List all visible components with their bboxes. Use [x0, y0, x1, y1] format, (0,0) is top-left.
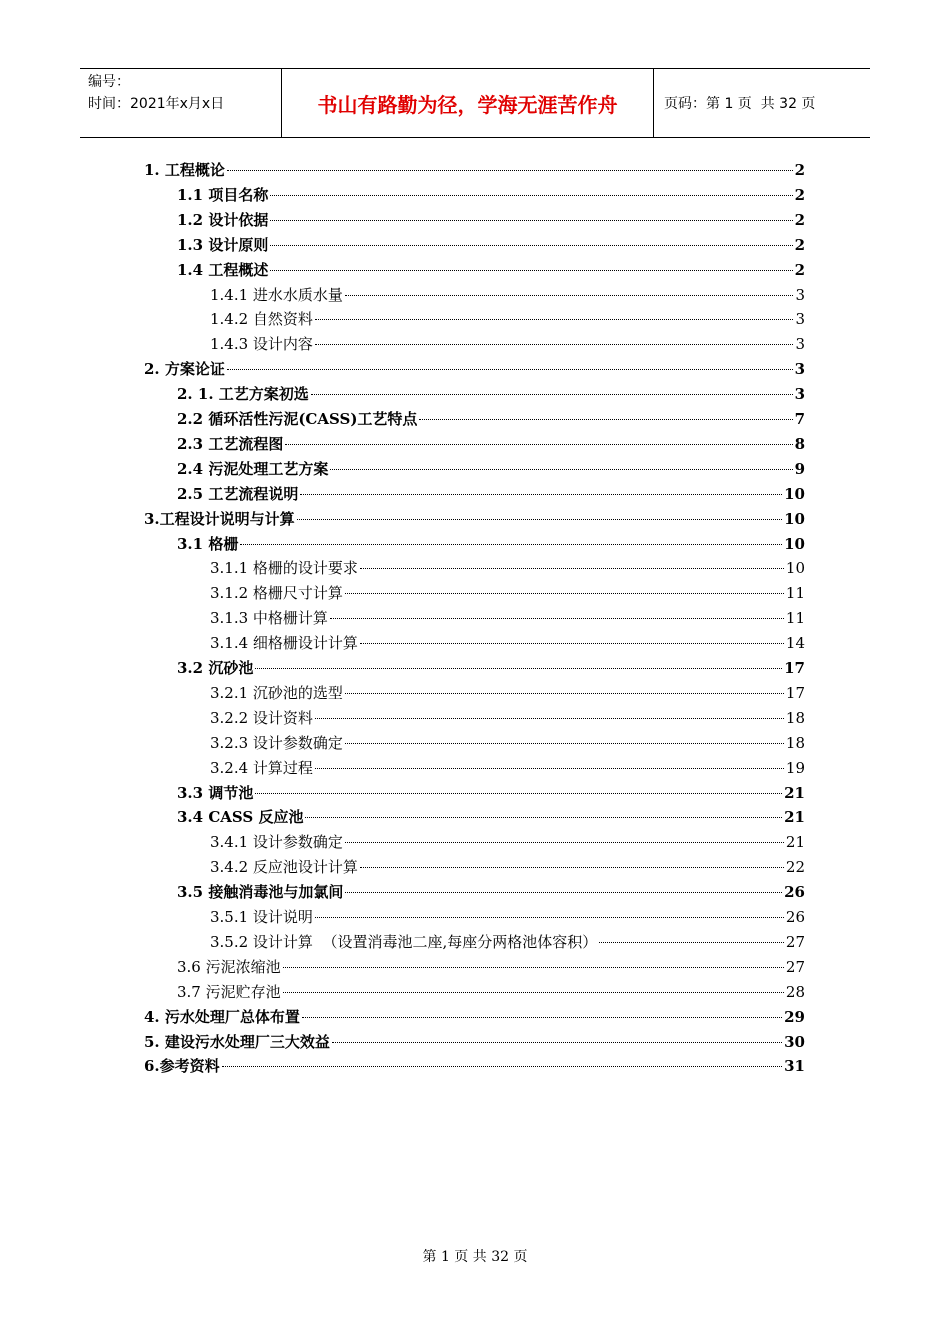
toc-entry[interactable] [210, 731, 805, 755]
toc-entry[interactable] [177, 407, 805, 431]
toc-dot-leader [330, 618, 784, 619]
toc-dot-leader [315, 718, 784, 719]
toc-dot-leader [315, 319, 794, 320]
toc-entry[interactable] [177, 880, 805, 904]
toc-entry-page: 9 [794, 459, 805, 478]
toc-dot-leader [332, 1042, 782, 1043]
toc-dot-leader [315, 768, 784, 769]
toc-entry-page: 2 [794, 185, 805, 204]
toc-entry-page: 26 [784, 883, 805, 902]
toc-entry-title: 1. 工程概论 [144, 161, 225, 179]
toc-entry-page: 8 [794, 434, 805, 453]
toc-entry-title: 3.2 沉砂池 [177, 659, 254, 677]
toc-entry-title: 3.2.4 计算过程 [210, 758, 313, 777]
toc-dot-leader [345, 593, 784, 594]
toc-dot-leader [270, 220, 792, 221]
toc-dot-leader [283, 992, 784, 993]
toc-dot-leader [599, 942, 784, 943]
toc-entry[interactable] [177, 805, 805, 829]
toc-dot-leader [315, 917, 784, 918]
toc-entry[interactable] [144, 158, 805, 182]
toc-entry[interactable] [177, 183, 805, 207]
toc-dot-leader [419, 419, 792, 420]
toc-dot-leader [345, 693, 784, 694]
toc-entry[interactable] [177, 208, 805, 232]
toc-dot-leader [285, 444, 792, 445]
toc-entry-title: 3.2.2 设计资料 [210, 708, 313, 727]
toc-entry-page: 11 [785, 609, 805, 628]
toc-entry[interactable] [210, 706, 805, 730]
toc-entry-title: 3.5 接触消毒池与加氯间 [177, 883, 344, 902]
toc-entry-page: 14 [785, 634, 805, 653]
toc-entry-title: 1.4.1 进水水质水量 [210, 285, 343, 304]
toc-dot-leader [360, 867, 784, 868]
toc-dot-leader [240, 544, 782, 545]
toc-entry-title: 3.1.2 格栅尺寸计算 [210, 584, 343, 603]
toc-entry-page: 17 [784, 659, 805, 677]
footer-page-number: 第 1 页 共 32 页 [422, 1249, 528, 1265]
toc-entry-page: 21 [785, 833, 805, 852]
toc-entry[interactable] [210, 307, 805, 331]
toc-dot-leader [270, 270, 792, 271]
toc-entry-title: 1.2 设计依据 [177, 210, 269, 229]
toc-entry-page: 30 [784, 1032, 805, 1051]
toc-dot-leader [297, 519, 782, 520]
toc-entry-page: 3 [794, 385, 805, 404]
toc-entry-page: 27 [785, 932, 805, 951]
toc-entry[interactable] [177, 482, 805, 506]
toc-entry[interactable] [177, 532, 805, 556]
toc-entry-page: 26 [785, 908, 805, 926]
toc-entry-page: 3 [795, 310, 805, 329]
document-number-label: 编号： [88, 74, 130, 90]
toc-entry-title: 3.4 CASS 反应池 [177, 808, 304, 827]
toc-entry-page: 10 [785, 559, 805, 578]
toc-entry-page: 19 [785, 758, 805, 777]
toc-dot-leader [255, 668, 782, 669]
toc-entry-page: 3 [795, 335, 805, 354]
toc-dot-leader [283, 967, 784, 968]
toc-entry-page: 27 [785, 957, 805, 976]
toc-dot-leader [300, 494, 782, 495]
toc-entry[interactable] [177, 258, 805, 282]
toc-entry-page: 2 [794, 210, 805, 229]
toc-entry-page: 11 [785, 584, 805, 603]
page-footer [0, 1246, 950, 1266]
toc-entry-page: 7 [794, 410, 805, 428]
toc-dot-leader [305, 817, 782, 818]
toc-entry-title: 3.1.3 中格栅计算 [210, 609, 328, 628]
toc-entry-title: 3.4.2 反应池设计计算 [210, 858, 358, 877]
toc-entry[interactable] [144, 507, 805, 531]
toc-entry[interactable] [210, 556, 805, 580]
toc-entry-title: 2.2 循环活性污泥(CASS)工艺特点 [177, 410, 418, 428]
toc-dot-leader [270, 245, 792, 246]
toc-entry[interactable] [177, 382, 805, 406]
toc-entry-title: 3.2.1 沉砂池的选型 [210, 683, 343, 702]
toc-dot-leader [270, 195, 792, 196]
toc-entry-title: 3.1.4 细格栅设计计算 [210, 634, 358, 653]
page-header [80, 68, 870, 138]
toc-entry-title: 1.1 项目名称 [177, 185, 269, 204]
toc-dot-leader [360, 643, 784, 644]
toc-dot-leader [315, 344, 794, 345]
header-motto: 书山有路勤为径，学海无涯苦作舟 [317, 92, 618, 117]
toc-entry-page: 10 [784, 484, 805, 503]
header-page-info-cell [654, 69, 870, 137]
toc-dot-leader [302, 1017, 782, 1018]
toc-entry[interactable] [210, 830, 805, 854]
toc-entry[interactable] [177, 980, 805, 1004]
toc-dot-leader [227, 369, 793, 370]
toc-entry-page: 29 [784, 1007, 805, 1026]
toc-entry[interactable] [144, 1030, 805, 1054]
toc-entry[interactable] [210, 756, 805, 780]
toc-dot-leader [360, 568, 784, 569]
toc-entry-page: 2 [794, 161, 805, 179]
toc-entry[interactable] [177, 457, 805, 481]
toc-entry[interactable] [210, 855, 805, 879]
toc-entry-title: 5. 建设污水处理厂三大效益 [144, 1032, 330, 1051]
toc-dot-leader [311, 394, 793, 395]
toc-entry-title: 1.4.2 自然资料 [210, 310, 313, 329]
toc-entry-title: 3.4.1 设计参数确定 [210, 833, 343, 852]
toc-entry[interactable] [210, 681, 805, 705]
toc-entry-title: 2. 1. 工艺方案初选 [177, 385, 309, 404]
toc-entry-title: 3.5.2 设计计算 （设置消毒池二座,每座分两格池体容积） [210, 932, 598, 951]
toc-entry-page: 10 [784, 509, 805, 528]
toc-entry-page: 2 [794, 235, 805, 254]
toc-entry[interactable] [177, 432, 805, 456]
toc-dot-leader [345, 842, 784, 843]
toc-entry-page: 3 [794, 360, 805, 379]
toc-entry-title: 3.5.1 设计说明 [210, 908, 313, 926]
toc-entry-title: 1.4.3 设计内容 [210, 335, 313, 354]
toc-entry-title: 2.5 工艺流程说明 [177, 484, 299, 503]
toc-entry-title: 3.1.1 格栅的设计要求 [210, 559, 358, 578]
toc-dot-leader [222, 1066, 782, 1067]
toc-dot-leader [345, 892, 782, 893]
toc-entry-page: 28 [785, 982, 805, 1001]
toc-entry[interactable] [210, 631, 805, 655]
toc-entry[interactable] [210, 606, 805, 630]
toc-entry-title: 3.7 污泥贮存池 [177, 982, 281, 1001]
toc-entry-title: 3.1 格栅 [177, 534, 239, 553]
toc-entry-page: 21 [784, 808, 805, 827]
toc-entry-title: 4. 污水处理厂总体布置 [144, 1007, 300, 1026]
toc-entry-page: 18 [785, 708, 805, 727]
toc-entry-title: 6.参考资料 [144, 1057, 220, 1076]
document-date: 时间：2021年x月x日 [88, 96, 225, 112]
toc-dot-leader [255, 793, 782, 794]
toc-entry-page: 21 [784, 783, 805, 802]
toc-dot-leader [227, 170, 793, 171]
toc-entry[interactable] [177, 781, 805, 805]
header-page-info: 页码：第 1 页 共 32 页 [664, 96, 816, 112]
toc-entry-page: 17 [785, 683, 805, 702]
toc-entry[interactable] [210, 930, 805, 954]
toc-entry-title: 3.3 调节池 [177, 783, 254, 802]
toc-entry[interactable] [144, 1054, 805, 1078]
toc-entry[interactable] [144, 1005, 805, 1029]
toc-entry-title: 3.2.3 设计参数确定 [210, 733, 343, 752]
toc-entry[interactable] [210, 283, 805, 307]
toc-entry-title: 3.工程设计说明与计算 [144, 509, 295, 528]
toc-dot-leader [345, 295, 794, 296]
toc-entry[interactable] [210, 905, 805, 929]
toc-entry-page: 22 [785, 858, 805, 877]
toc-dot-leader [345, 743, 784, 744]
toc-entry-title: 1.3 设计原则 [177, 235, 269, 254]
header-left-cell [80, 69, 282, 137]
toc-entry-title: 2.4 污泥处理工艺方案 [177, 459, 329, 478]
toc-entry-title: 2. 方案论证 [144, 360, 225, 379]
toc-entry[interactable] [210, 581, 805, 605]
toc-entry-title: 1.4 工程概述 [177, 260, 269, 279]
toc-entry-page: 18 [785, 733, 805, 752]
toc-entry[interactable] [144, 357, 805, 381]
toc-entry-page: 10 [784, 534, 805, 553]
toc-entry[interactable] [210, 332, 805, 356]
toc-entry[interactable] [177, 656, 805, 680]
header-motto-cell [282, 69, 654, 137]
toc-entry-page: 2 [794, 260, 805, 279]
toc-dot-leader [330, 469, 792, 470]
toc-entry-title: 2.3 工艺流程图 [177, 434, 284, 453]
toc-entry-page: 31 [784, 1057, 805, 1076]
toc-entry[interactable] [177, 955, 805, 979]
toc-entry-title: 3.6 污泥浓缩池 [177, 957, 281, 976]
toc-entry[interactable] [177, 233, 805, 257]
toc-entry-page: 3 [795, 285, 805, 304]
